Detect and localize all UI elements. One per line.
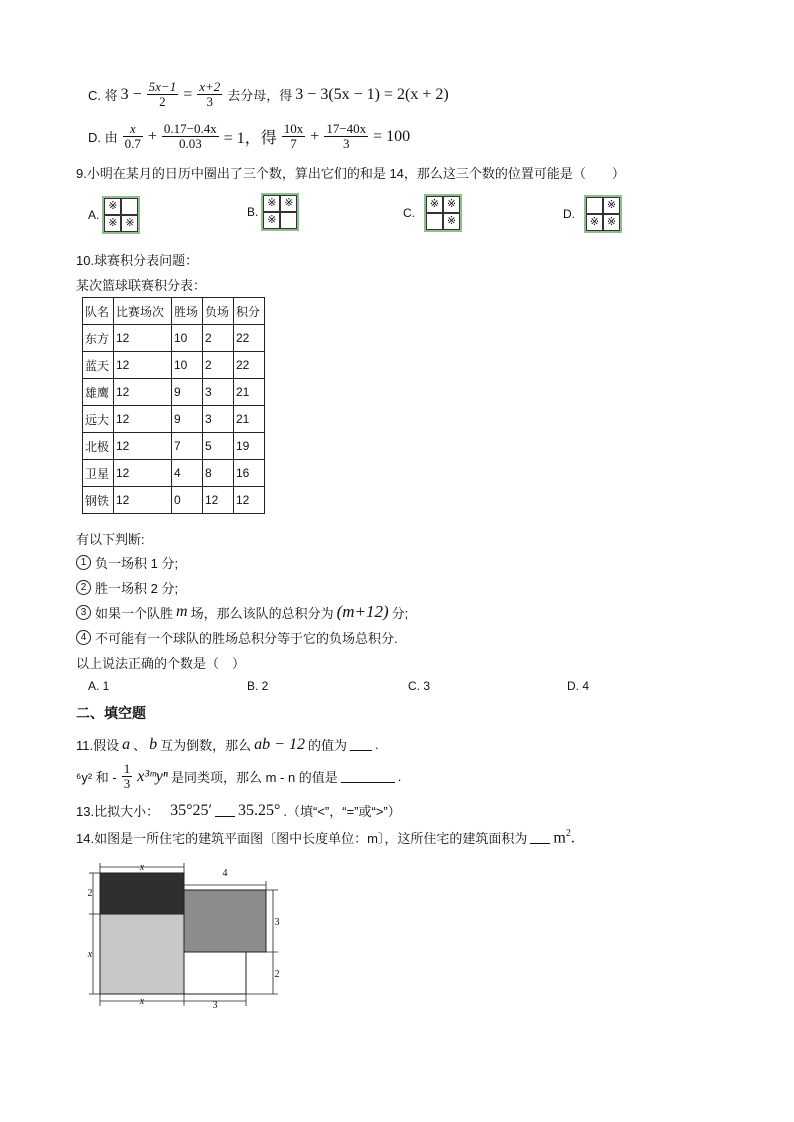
dim-right-2: 2	[274, 969, 280, 980]
q8-d-plus2: +	[310, 127, 320, 145]
circled-number: 2	[76, 580, 91, 595]
table-header: 负场	[203, 298, 234, 325]
dim-top-4: 4	[222, 868, 228, 879]
q11-text: .	[374, 737, 379, 752]
calendar-cell: ※	[443, 213, 460, 230]
calendar-cell: ※	[603, 197, 620, 214]
table-cell: 12	[114, 487, 172, 514]
calendar-cell	[121, 198, 138, 215]
calendar-cell	[280, 212, 297, 229]
q8-d-frac1: $\frac{x}{0.7}$	[124, 121, 141, 151]
var-m: m	[176, 603, 188, 620]
table-cell: 22	[234, 352, 265, 379]
q10-judgement-2	[76, 578, 178, 597]
judgement-text: 负一场积 1 分;	[95, 556, 179, 571]
judgement-text: 不可能有一个球队的胜场总积分等于它的负场总积分.	[95, 631, 398, 646]
table-row	[83, 352, 265, 379]
score-table	[82, 297, 265, 514]
table-header: 比赛场次	[114, 298, 172, 325]
table-cell: 5	[203, 433, 234, 460]
q14-text: 14.如图是一所住宅的建筑平面图〔图中长度单位：m〕，这所住宅的建筑面积为	[76, 831, 528, 847]
q12-text: ⁶y² 和 -	[76, 770, 117, 785]
q10-choice-a[interactable]: A. 1	[88, 679, 110, 693]
var-a: a	[122, 735, 131, 753]
table-cell: 12	[114, 406, 172, 433]
q8-c-label: C. 将	[88, 88, 118, 103]
circled-number: 1	[76, 555, 91, 570]
room-blank	[184, 952, 246, 994]
table-cell: 21	[234, 406, 265, 433]
q8-option-d	[88, 122, 410, 151]
q8-d-frac4: $\frac{17-40x}{3}$	[326, 121, 367, 151]
table-cell: 12	[114, 460, 172, 487]
q13-rhs: 35.25°	[237, 801, 281, 819]
dim-left-x: x	[87, 949, 93, 960]
q8-c-frac1: $\frac{5x-1}{2}$	[148, 79, 177, 109]
table-cell: 12	[114, 433, 172, 460]
var-b: b	[149, 735, 158, 753]
table-cell: 12	[114, 379, 172, 406]
q9-option-d[interactable]	[563, 195, 622, 233]
q12-term: x³ᵐyⁿ	[137, 767, 168, 785]
dim-bottom-x: x	[139, 996, 145, 1007]
calendar-cell: ※	[426, 196, 443, 213]
q10-title: 10.球赛积分表问题：	[76, 253, 199, 268]
table-cell: 12	[203, 487, 234, 514]
table-row	[83, 406, 265, 433]
q8-c-frac2: $\frac{x+2}{3}$	[199, 79, 221, 109]
q11-text: 互为倒数，那么	[160, 738, 252, 753]
table-cell: 9	[172, 379, 203, 406]
q13-text: .（填“<”，“=”或“>”）	[283, 804, 401, 819]
q9-option-b[interactable]	[247, 193, 299, 231]
calendar-cell: ※	[603, 214, 620, 231]
q9-text: 9.小明在某月的日历中圈出了三个数，算出它们的和是 14，那么这三个数的位置可能是（ ）	[76, 166, 625, 181]
section-heading: 二、填空题	[76, 705, 146, 721]
q9-option-a-grid	[102, 196, 140, 234]
table-cell: 2	[203, 325, 234, 352]
q14	[76, 828, 575, 847]
q9-option-c[interactable]	[403, 194, 462, 232]
judgement-text: 胜一场积 2 分;	[95, 581, 179, 596]
q9-option-c-label: C.	[403, 206, 415, 220]
q9-option-b-label: B.	[247, 205, 259, 219]
table-row	[83, 460, 265, 487]
q8-option-c	[88, 80, 449, 109]
q13	[76, 801, 401, 820]
room-dark	[100, 873, 184, 914]
table-row	[83, 487, 265, 514]
table-cell: 9	[172, 406, 203, 433]
calendar-cell: ※	[104, 215, 121, 232]
q8-d-eq1: = 1，得	[223, 130, 277, 147]
table-cell: 钢铁	[83, 487, 114, 514]
q12	[76, 762, 401, 791]
q8-c-mid: 去分母，得	[227, 88, 293, 103]
dim-bottom-3: 3	[212, 1000, 218, 1010]
table-cell: 蓝天	[83, 352, 114, 379]
table-cell: 3	[203, 379, 234, 406]
judgement-text: 场，那么该队的总积分为	[190, 605, 334, 621]
q10-question: 以上说法正确的个数是（ ）	[76, 656, 246, 671]
q13-text: 13.比拟大小：	[76, 804, 160, 819]
answer-blank[interactable]	[341, 770, 395, 783]
q14-unit: $m^2$.	[553, 828, 575, 847]
q8-d-label: D. 由	[88, 130, 118, 145]
circled-number: 3	[76, 605, 91, 620]
q10-choice-b[interactable]: B. 2	[247, 679, 269, 693]
dim-top-x: x	[139, 862, 145, 873]
expr-m-plus-12: (m+12)	[336, 602, 389, 621]
q8-d-eq2: = 100	[373, 127, 411, 145]
q9-option-d-label: D.	[563, 207, 575, 221]
q12-text: 是同类项，那么 m - n 的值是	[170, 770, 338, 785]
q10-choice-c[interactable]: C. 3	[408, 679, 431, 693]
q10-judge-intro: 有以下判断:	[76, 532, 145, 547]
q13-lhs: 35°25′	[170, 801, 212, 819]
table-cell: 7	[172, 433, 203, 460]
table-cell: 3	[203, 406, 234, 433]
dim-right-3: 3	[274, 917, 280, 928]
table-header: 积分	[234, 298, 265, 325]
table-cell: 北极	[83, 433, 114, 460]
calendar-cell	[586, 197, 603, 214]
answer-blank[interactable]	[215, 804, 235, 817]
calendar-cell: ※	[443, 196, 460, 213]
table-cell: 19	[234, 433, 265, 460]
table-cell: 12	[234, 487, 265, 514]
q8-c-int: 3 −	[120, 85, 142, 103]
q9-option-b-grid	[261, 193, 299, 231]
answer-blank[interactable]	[350, 738, 372, 751]
table-cell: 8	[203, 460, 234, 487]
q9-option-d-grid	[584, 195, 622, 233]
calendar-cell: ※	[280, 195, 297, 212]
q12-frac: $\frac{1}{3}$	[123, 761, 131, 791]
q8-d-plus: +	[147, 127, 157, 145]
q10-subtitle: 某次篮球联赛积分表：	[76, 278, 207, 293]
q11	[76, 735, 379, 754]
q8-d-frac3: $\frac{10x}{7}$	[283, 121, 304, 151]
q9-option-c-grid	[424, 194, 462, 232]
table-cell: 0	[172, 487, 203, 514]
q10-judgement-1	[76, 553, 178, 572]
expr-ab-minus-12: ab − 12	[254, 735, 305, 753]
table-cell: 远大	[83, 406, 114, 433]
table-cell: 16	[234, 460, 265, 487]
table-cell: 22	[234, 325, 265, 352]
table-cell: 卫星	[83, 460, 114, 487]
table-header-row	[83, 298, 265, 325]
table-row	[83, 379, 265, 406]
table-cell: 2	[203, 352, 234, 379]
calendar-cell: ※	[121, 215, 138, 232]
q9-option-a-label: A.	[88, 208, 100, 222]
calendar-cell: ※	[263, 195, 280, 212]
calendar-cell: ※	[104, 198, 121, 215]
q12-text: .	[397, 769, 402, 784]
dim-left-2: 2	[87, 888, 93, 899]
q10-judgement-4	[76, 628, 398, 647]
table-cell: 雄鹰	[83, 379, 114, 406]
table-cell: 21	[234, 379, 265, 406]
table-cell: 12	[114, 325, 172, 352]
q10-choice-d[interactable]: D. 4	[567, 679, 590, 693]
q10-judgement-3	[76, 602, 408, 622]
table-cell: 10	[172, 325, 203, 352]
room-light	[100, 914, 184, 994]
table-row	[83, 325, 265, 352]
judgement-text: 如果一个队胜	[95, 605, 174, 621]
answer-blank[interactable]	[530, 831, 550, 844]
table-row	[83, 433, 265, 460]
calendar-cell	[426, 213, 443, 230]
q11-text: 11.假设	[76, 738, 120, 753]
circled-number: 4	[76, 630, 91, 645]
q8-c-result: 3 − 3(5x − 1) = 2(x + 2)	[295, 85, 449, 103]
room-mid	[184, 890, 266, 952]
q11-text: 、	[133, 738, 147, 753]
table-cell: 10	[172, 352, 203, 379]
table-cell: 4	[172, 460, 203, 487]
q8-d-frac2: $\frac{0.17-0.4x}{0.03}$	[163, 121, 217, 151]
table-cell: 12	[114, 352, 172, 379]
q9-option-a[interactable]	[88, 196, 140, 234]
table-cell: 东方	[83, 325, 114, 352]
calendar-cell: ※	[263, 212, 280, 229]
table-header: 胜场	[172, 298, 203, 325]
table-header: 队名	[83, 298, 114, 325]
judgement-text: 分;	[391, 605, 409, 621]
q8-c-eq: =	[183, 85, 193, 103]
q11-text: 的值为	[307, 738, 347, 753]
floor-plan-diagram	[84, 860, 284, 1010]
calendar-cell: ※	[586, 214, 603, 231]
